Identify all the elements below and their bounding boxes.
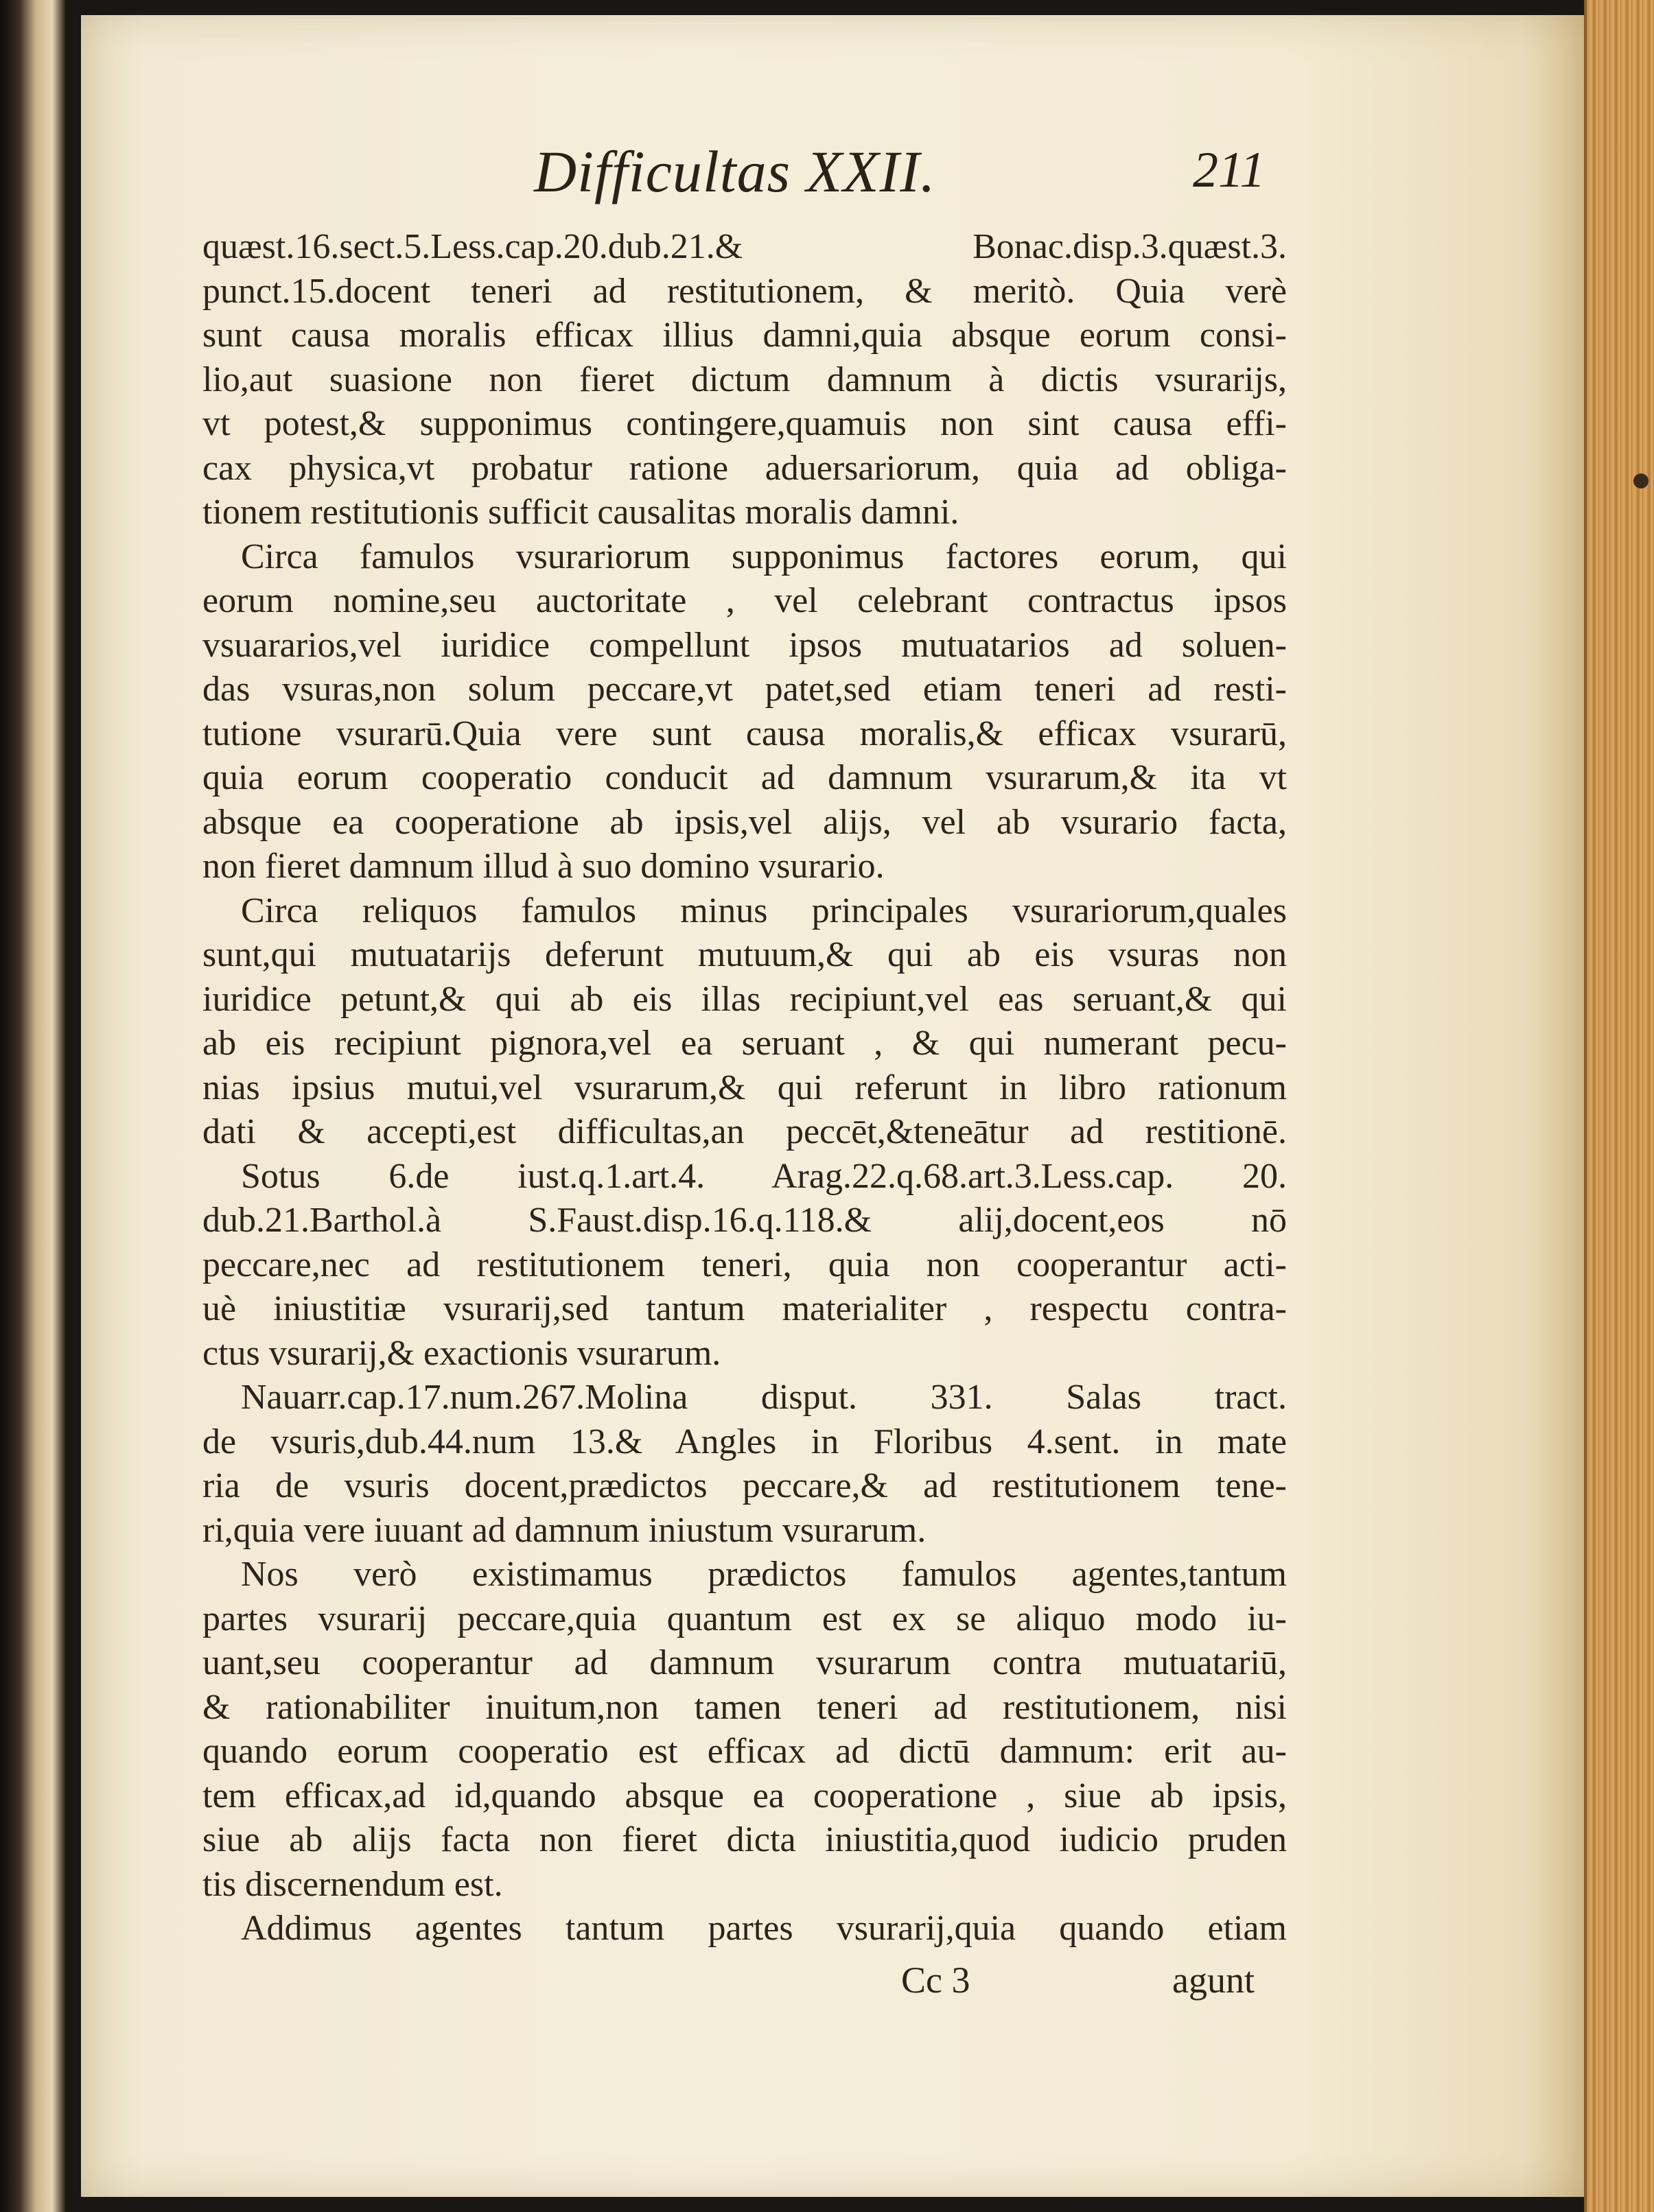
text-line: absque ea cooperatione ab ipsis,vel alijs, vel ab vsurario facta, [202, 802, 1287, 842]
text-line: ab eis recipiunt pignora,vel ea seruant , & qui numerant pecu- [202, 1024, 1287, 1063]
text-line: eorum nomine,seu auctoritate , vel celebrant contractus ipsos [202, 581, 1287, 620]
text-line: sunt causa moralis efficax illius damni,quia absque eorum consi- [202, 316, 1287, 355]
text-line: Nos verò existimamus prædictos famulos agentes,tantum [241, 1555, 1287, 1594]
ink-stain [1633, 473, 1649, 489]
running-head: Difficultas XXII. [534, 139, 936, 204]
text-line: quando eorum cooperatio est efficax ad dictū damnum: erit au- [202, 1732, 1287, 1771]
catchword: agunt [1172, 1960, 1255, 2001]
page-header [81, 130, 1584, 213]
body-text [202, 225, 1287, 1951]
text-line: peccare,nec ad restitutionem teneri, quia non cooperantur acti- [202, 1245, 1287, 1284]
text-line: dati & accepti,est difficultas,an peccēt,&teneātur ad restitionē. [202, 1112, 1287, 1151]
text-line: vt potest,& supponimus contingere,quamuis non sint causa effi- [202, 404, 1287, 443]
text-line: uè iniustitiæ vsurarij,sed tantum materialiter , respectu contra- [202, 1289, 1287, 1328]
page-block-edges [1584, 0, 1654, 2212]
text-line: iuridice petunt,& qui ab eis illas recipiunt,vel eas seruant,& qui [202, 979, 1287, 1019]
signature-mark: Cc 3 [901, 1960, 970, 2001]
text-line: ctus vsurarij,& exactionis vsurarum. [202, 1333, 721, 1373]
text-line: de vsuris,dub.44.num 13.& Angles in Floribus 4.sent. in mate [202, 1422, 1287, 1461]
text-line: Circa famulos vsurariorum supponimus factores eorum, qui [241, 537, 1287, 576]
text-line: Addimus agentes tantum partes vsurarij,quia quando etiam [241, 1909, 1287, 1948]
text-line: ri,quia vere iuuant ad damnum iniustum vsurarum. [202, 1510, 927, 1550]
facing-page-edge [0, 0, 65, 2212]
text-line: tis discernendum est. [202, 1864, 503, 1904]
text-line: tionem restitutionis sufficit causalitas moralis damni. [202, 493, 959, 532]
text-line: quæst.16.sect.5.Less.cap.20.dub.21.& Bonac.disp.3.quæst.3. [202, 227, 1287, 266]
text-line: vsuararios,vel iuridice compellunt ipsos mutuatarios ad soluen- [202, 625, 1287, 665]
text-line: ria de vsuris docent,prædictos peccare,& ad restitutionem tene- [202, 1466, 1287, 1505]
text-line: punct.15.docent teneri ad restitutionem, & meritò. Quia verè [202, 271, 1287, 311]
text-line: dub.21.Barthol.à S.Faust.disp.16.q.118.& alij,docent,eos nō [202, 1201, 1287, 1240]
text-line: siue ab alijs facta non fieret dicta iniustitia,quod iudicio pruden [202, 1820, 1287, 1859]
text-line: tutione vsurarū.Quia vere sunt causa moralis,& efficax vsurarū, [202, 714, 1287, 753]
text-line: partes vsurarij peccare,quia quantum est ex se aliquo modo iu- [202, 1599, 1287, 1638]
text-line: Nauarr.cap.17.num.267.Molina disput. 331. Salas tract. [241, 1378, 1287, 1417]
text-line: Circa reliquos famulos minus principales vsurariorum,quales [241, 891, 1287, 930]
text-line: tem efficax,ad id,quando absque ea cooperatione , siue ab ipsis, [202, 1776, 1287, 1815]
text-line: Sotus 6.de iust.q.1.art.4. Arag.22.q.68.art.3.Less.cap. 20. [241, 1156, 1287, 1196]
text-line: uant,seu cooperantur ad damnum vsurarum contra mutuatariū, [202, 1643, 1287, 1682]
text-line: das vsuras,non solum peccare,vt patet,sed etiam teneri ad resti- [202, 670, 1287, 709]
text-line: non fieret damnum illud à suo domino vsurario. [202, 847, 885, 886]
page-footer [81, 1959, 1584, 2014]
text-line: nias ipsius mutui,vel vsurarum,& qui referunt in libro rationum [202, 1068, 1287, 1107]
text-line: cax physica,vt probatur ratione aduersariorum, quia ad obliga- [202, 448, 1287, 488]
page-number: 211 [1193, 142, 1266, 198]
text-line: & rationabiliter inuitum,non tamen teneri ad restitutionem, nisi [202, 1687, 1287, 1727]
text-line: sunt,qui mutuatarijs deferunt mutuum,& qui ab eis vsuras non [202, 935, 1287, 974]
text-line: lio,aut suasione non fieret dictum damnum à dictis vsurarijs, [202, 360, 1287, 399]
text-line: quia eorum cooperatio conducit ad damnum vsurarum,& ita vt [202, 758, 1287, 797]
